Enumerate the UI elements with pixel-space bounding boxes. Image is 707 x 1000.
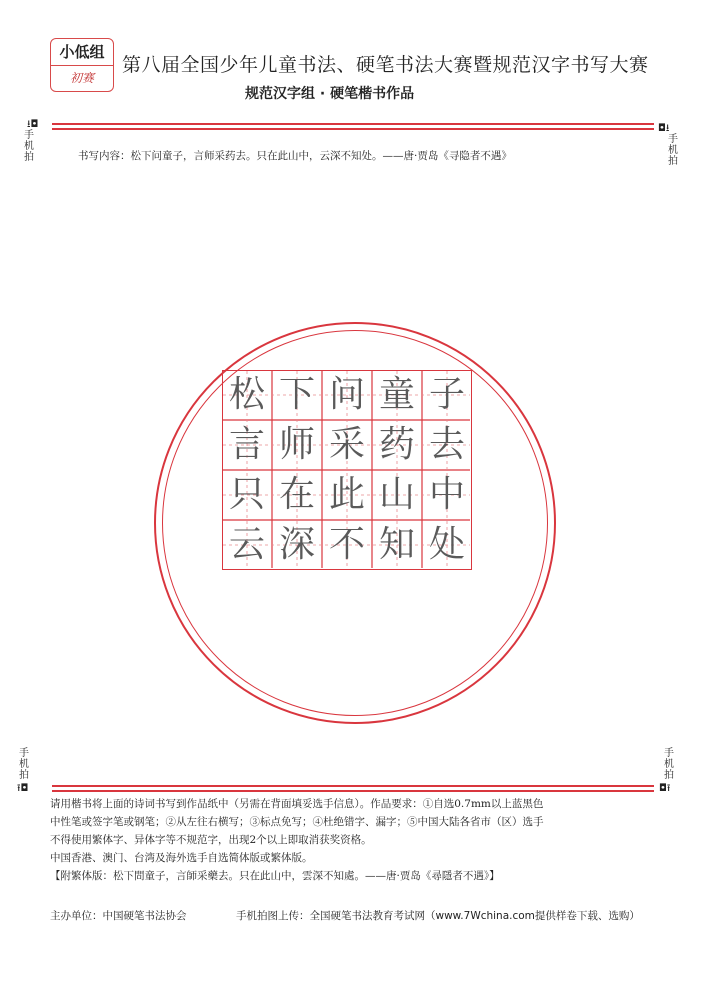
instruction-line: 【附繁体版：松下問童子，言師采藥去。只在此山中，雲深不知處。——唐·贾岛《尋隱者不遇》】 bbox=[50, 870, 500, 882]
grid-cell bbox=[322, 470, 372, 520]
bottom-rule-1 bbox=[52, 785, 654, 787]
grid-cell bbox=[322, 420, 372, 470]
side-label-bottom-right: 手机拍 bbox=[664, 748, 674, 781]
grid-character: 云 bbox=[228, 524, 265, 565]
instruction-line: 中性笔或签字笔或钢笔；②从左往右横写；③标点免写；④杜绝错字、漏字；⑤中国大陆各省市（区）选手 bbox=[50, 816, 544, 828]
grid-cell bbox=[372, 370, 422, 420]
grid-character: 言 bbox=[228, 424, 265, 465]
grid-cell bbox=[372, 420, 422, 470]
grid-cell bbox=[272, 370, 322, 420]
grid-character: 松 bbox=[228, 374, 265, 415]
badge-group-label: 小低组 bbox=[51, 39, 113, 66]
grid-cell bbox=[422, 370, 472, 420]
grid-cell bbox=[322, 370, 372, 420]
grid-character: 不 bbox=[328, 524, 365, 565]
grid-character: 中 bbox=[428, 474, 465, 515]
grid-character: 童 bbox=[378, 374, 415, 415]
grid-cell bbox=[222, 420, 272, 470]
grid-character: 处 bbox=[428, 524, 465, 565]
grid-cell bbox=[422, 420, 472, 470]
instructions bbox=[50, 795, 662, 885]
page-subtitle: 规范汉字组 · 硬笔楷书作品 bbox=[245, 86, 415, 102]
side-label-top-left: 手机拍 bbox=[24, 130, 34, 163]
grid-cell bbox=[222, 470, 272, 520]
grid-character: 去 bbox=[428, 424, 465, 465]
grid-cell bbox=[272, 520, 322, 570]
side-label-bottom-left: 手机拍 bbox=[19, 748, 29, 781]
level-badge bbox=[50, 38, 114, 92]
grid-character: 深 bbox=[278, 524, 315, 565]
writing-content: 书写内容：松下问童子，言师采药去。只在此山中，云深不知处。——唐·贾岛《寻隐者不遇》 bbox=[78, 150, 512, 162]
organizer: 主办单位：中国硬笔书法协会 bbox=[50, 910, 187, 922]
badge-round-label: 初赛 bbox=[69, 71, 94, 85]
grid-cell bbox=[422, 520, 472, 570]
grid-character: 问 bbox=[328, 374, 365, 415]
grid-cell bbox=[222, 520, 272, 570]
grid-cell bbox=[422, 470, 472, 520]
grid-cell bbox=[372, 520, 422, 570]
instruction-line: 中国香港、澳门、台湾及海外选手自选简体版或繁体版。 bbox=[50, 852, 313, 864]
grid-cell bbox=[372, 470, 422, 520]
grid-cell bbox=[222, 370, 272, 420]
grid-character: 只 bbox=[228, 474, 265, 515]
grid-character: 采 bbox=[328, 424, 365, 465]
grid-character: 此 bbox=[328, 474, 365, 515]
grid-character: 下 bbox=[278, 374, 315, 415]
grid-cell bbox=[272, 470, 322, 520]
upload-camera-icon: ⭱◘ bbox=[17, 783, 29, 794]
side-label-top-right: 手机拍 bbox=[668, 134, 678, 167]
page-title: 第八届全国少年儿童书法、硬笔书法大赛暨规范汉字书写大赛 bbox=[122, 54, 649, 76]
camera-download-icon: ◘⭳ bbox=[658, 123, 670, 134]
grid-cell bbox=[322, 520, 372, 570]
camera-upload-icon: ◘⭱ bbox=[659, 783, 671, 794]
download-camera-icon: ⭳◘ bbox=[27, 119, 39, 130]
grid-character: 师 bbox=[278, 424, 315, 465]
bottom-rule-2 bbox=[52, 790, 654, 792]
grid-character: 山 bbox=[378, 474, 415, 515]
instruction-line: 请用楷书将上面的诗词书写到作品纸中（另需在背面填妥选手信息）。作品要求：①自选0.7mm以上蓝黑色 bbox=[50, 798, 544, 810]
upload-info: 手机拍图上传：全国硬笔书法教育考试网（www.7Wchina.com提供样卷下载、选购） bbox=[236, 910, 640, 922]
grid-cell bbox=[272, 420, 322, 470]
grid-character: 在 bbox=[278, 474, 315, 515]
top-rule-2 bbox=[52, 128, 654, 130]
grid-character: 子 bbox=[428, 374, 465, 415]
instruction-line: 不得使用繁体字、异体字等不规范字，出现2个以上即取消获奖资格。 bbox=[50, 834, 372, 846]
grid-character: 药 bbox=[378, 424, 415, 465]
top-rule-1 bbox=[52, 123, 654, 125]
writing-grid bbox=[222, 370, 472, 570]
grid-character: 知 bbox=[378, 524, 415, 565]
